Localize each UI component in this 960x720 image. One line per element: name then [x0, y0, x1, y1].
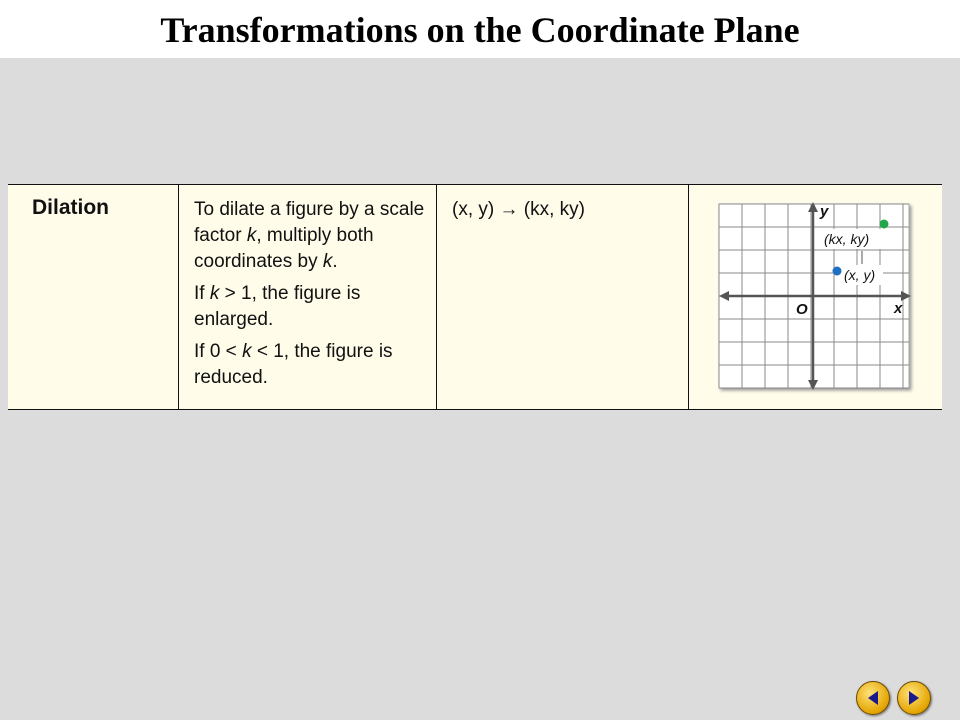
description-line-2: If k > 1, the figure is enlarged.	[194, 283, 361, 330]
column-divider	[688, 185, 689, 409]
original-point	[833, 267, 842, 276]
description-line-1: To dilate a figure by a scale factor k, multiply both coordinates by k.	[194, 199, 425, 272]
rule-cell: (x, y) → (kx, ky)	[452, 199, 585, 220]
column-divider	[178, 185, 179, 409]
left-arrow-icon	[864, 689, 882, 707]
term-label: Dilation	[32, 196, 109, 219]
image-point	[880, 220, 889, 229]
next-slide-button[interactable]	[897, 681, 931, 715]
origin-label: O	[796, 301, 808, 318]
point-label: (x, y)	[844, 267, 876, 283]
description-line-3: If 0 < k < 1, the figure is reduced.	[194, 341, 393, 388]
image-point-label: (kx, ky)	[824, 231, 870, 247]
column-divider	[436, 185, 437, 409]
slide-title: Transformations on the Coordinate Plane	[160, 10, 800, 50]
x-axis-label: x	[894, 300, 903, 317]
description-cell	[194, 197, 434, 397]
previous-slide-button[interactable]	[856, 681, 890, 715]
title-bar	[0, 0, 960, 58]
coordinate-graph	[705, 196, 917, 396]
y-axis-label: y	[820, 203, 829, 220]
right-arrow-icon	[905, 689, 923, 707]
